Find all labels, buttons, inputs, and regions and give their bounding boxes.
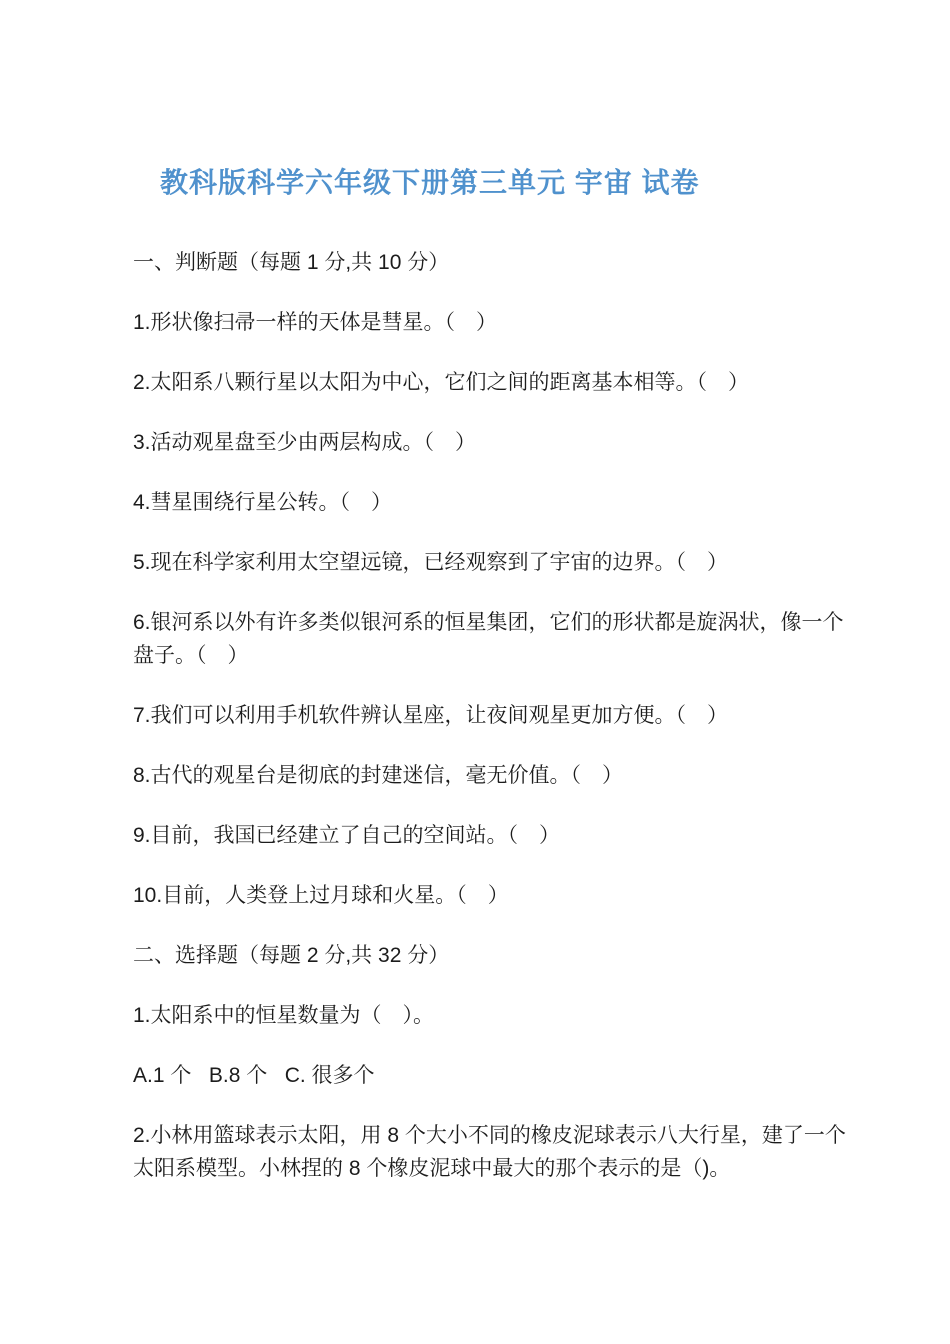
page-title: 教科版科学六年级下册第三单元 宇宙 试卷	[160, 167, 700, 198]
section-2-heading: 二、选择题（每题 2 分,共 32 分）	[133, 944, 450, 967]
section-1-heading: 一、判断题（每题 1 分,共 10 分）	[133, 251, 450, 274]
section-1-question-2: 2.太阳系八颗行星以太阳为中心，它们之间的距离基本相等。（ ）	[133, 371, 750, 394]
document-content	[133, 0, 863, 1212]
section-1-question-4: 4.彗星围绕行星公转。（ ）	[133, 491, 393, 514]
section-2-question-1: 1.太阳系中的恒星数量为（ ）。	[133, 1004, 435, 1027]
section-2-question-2: 2.小林用篮球表示太阳，用 8 个大小不同的橡皮泥球表示八大行星，建了一个太阳系模型。小林捏的 8 个橡皮泥球中最大的那个表示的是（)。	[133, 1124, 846, 1180]
section-1-question-8: 8.古代的观星台是彻底的封建迷信，毫无价值。（ ）	[133, 764, 624, 787]
section-1-question-3: 3.活动观星盘至少由两层构成。（ ）	[133, 431, 477, 454]
section-1-question-1: 1.形状像扫帚一样的天体是彗星。（ ）	[133, 311, 498, 334]
section-2-question-1-options: A.1 个 B.8 个 C. 很多个	[133, 1064, 375, 1087]
section-1-question-10: 10.目前，人类登上过月球和火星。（ ）	[133, 884, 509, 907]
section-1-question-9: 9.目前，我国已经建立了自己的空间站。（ ）	[133, 824, 561, 847]
section-1-question-5: 5.现在科学家利用太空望远镜，已经观察到了宇宙的边界。（ ）	[133, 551, 729, 574]
section-1-question-6: 6.银河系以外有许多类似银河系的恒星集团，它们的形状都是旋涡状，像一个盘子。（ ）	[133, 611, 844, 667]
section-1-question-7: 7.我们可以利用手机软件辨认星座，让夜间观星更加方便。（ ）	[133, 704, 729, 727]
